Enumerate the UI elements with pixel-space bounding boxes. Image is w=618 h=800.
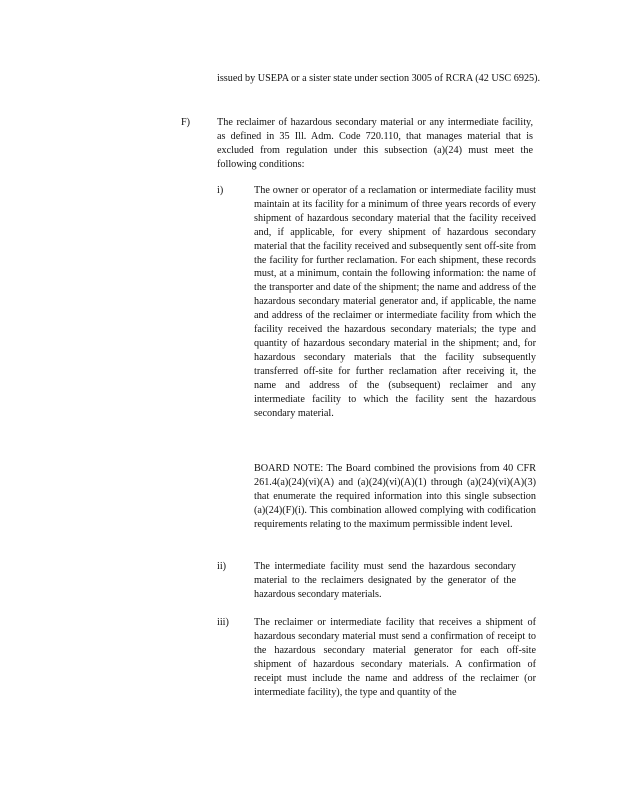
item-f-paragraph: The reclaimer of hazardous secondary material or any intermediate facility, as defined in 35 Ill. Adm. Code 720.110, that manages material that is excluded from regulation under this subsection (a)(24) must meet the following conditions: (217, 117, 533, 170)
item-iii-label: iii) (217, 617, 229, 628)
continuation-paragraph: issued by USEPA or a sister state under section 3005 of RCRA (42 USC 6925). (217, 73, 541, 84)
item-iii-paragraph: The reclaimer or intermediate facility that receives a shipment of hazardous secondary material must send a confirmation of receipt to the hazardous secondary material generator for each off-site shipment of hazardous secondary materials. A confirmation of receipt must include the name and address of the reclaimer (or intermediate facility), the type and quantity of the (254, 617, 536, 698)
item-ii-label: ii) (217, 561, 227, 572)
item-i-label: i) (217, 185, 224, 196)
item-ii-paragraph: The intermediate facility must send the hazardous secondary material to the reclaimers designated by the generator of the hazardous secondary materials. (254, 561, 516, 600)
item-i-paragraph: The owner or operator of a reclamation or intermediate facility must maintain at its facility for a minimum of three years records of every shipment of hazardous secondary material that the facility received and, if applicable, for every shipment of hazardous secondary material that the facility received and subsequently sent off-site from the facility for further reclamation. For each shipment, these records must, at a minimum, contain the following information: the name of the transporter and date of the shipment; the name and address of the hazardous secondary material generator and, if applicable, the name and address of the reclaimer or intermediate facility from which the facility received the hazardous secondary materials; the type and quantity of hazardous secondary material in the shipment; and, for hazardous secondary materials that the facility subsequently transferred off-site for further reclamation after receiving it, the name and address of the (subsequent) reclaimer and any intermediate facility to which the facility sent the hazardous secondary material. (254, 185, 536, 419)
board-note-paragraph: BOARD NOTE: The Board combined the provisions from 40 CFR 261.4(a)(24)(vi)(A) and (a)(24)(vi)(A)(1) through (a)(24)(vi)(A)(3) that enumerate the required information into this single subsection (a)(24)(F)(i). This combination allowed complying with codification requirements relating to the maximum permissible indent level. (254, 463, 536, 530)
item-f-label: F) (181, 117, 191, 128)
